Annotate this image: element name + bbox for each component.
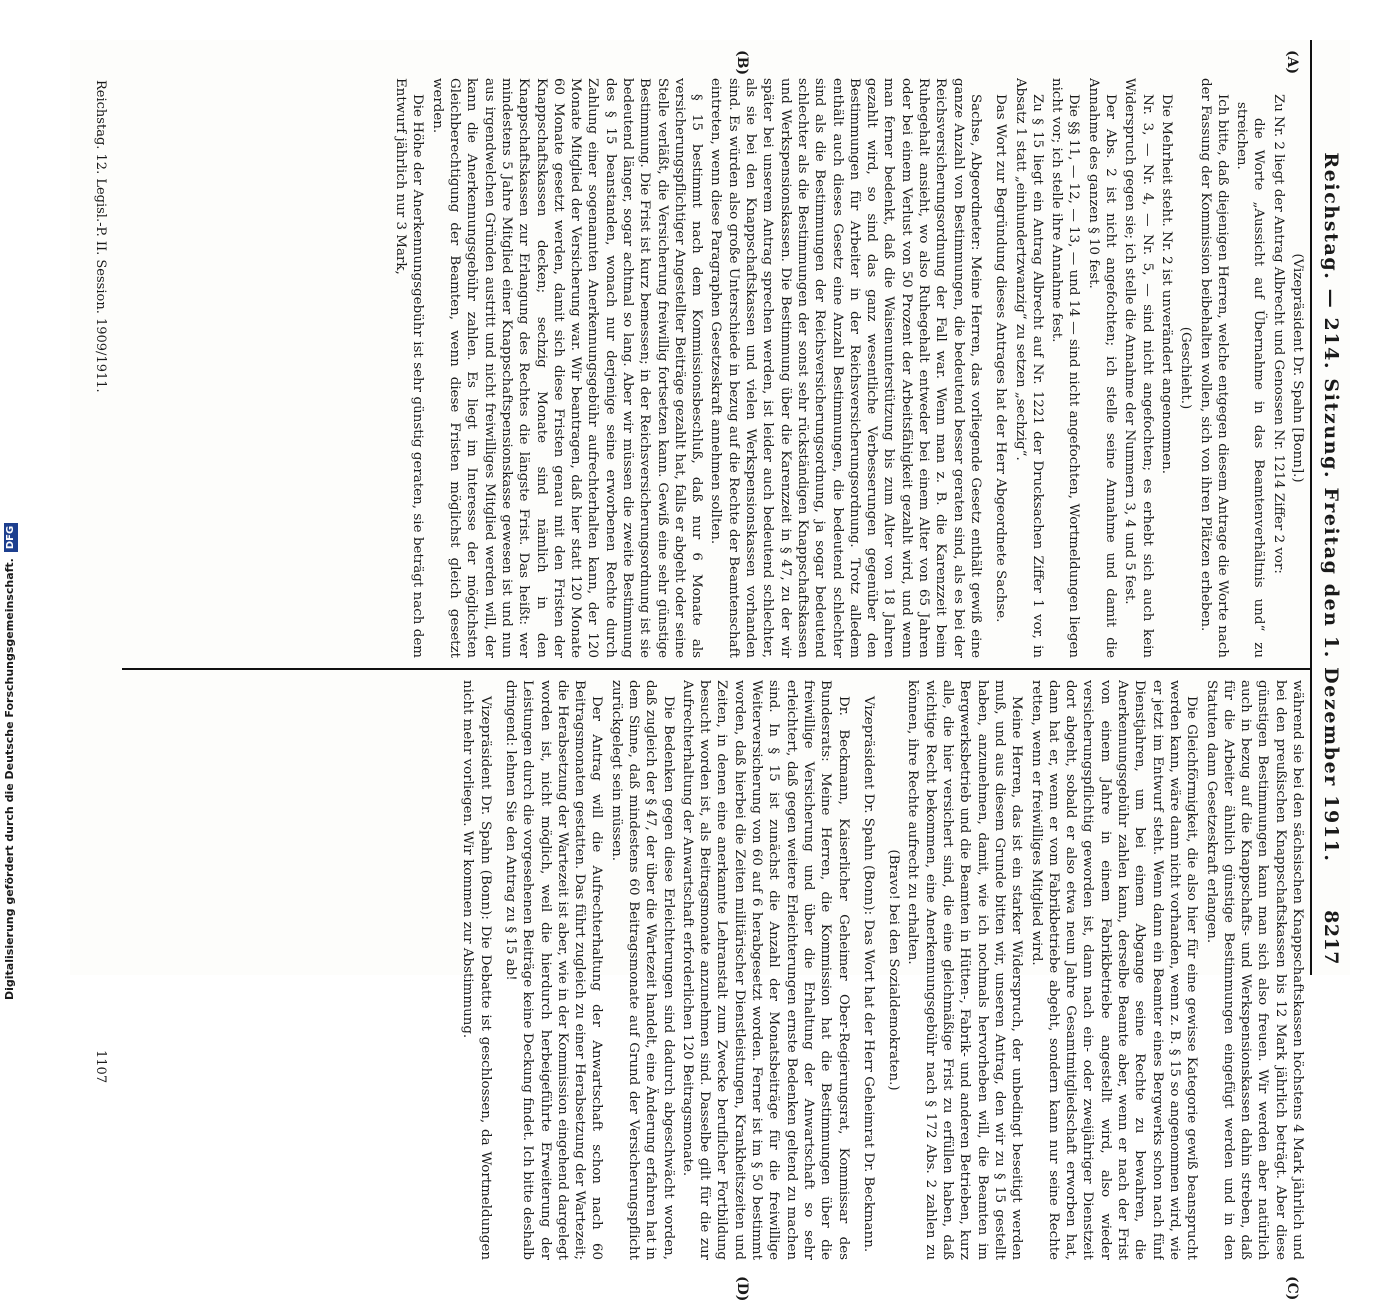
- header-page-number: 8217: [1320, 910, 1342, 965]
- margin-mark-c: (C): [1284, 1276, 1300, 1301]
- left-para-8: Die §§ 11, — 12, — 13, — und 14 — sind nicht angefochten, Wortmeldungen liegen nicht vor; ich stelle ihre Annahme fest.: [1049, 78, 1082, 658]
- margin-mark-b: (B): [734, 50, 750, 76]
- right-para-5: Dr. Beckmann, Kaiserlicher Geheimer Ober-Regierungsrat, Kommissar des Bundesrats: Meine Herren, die Kommission hat die Bestimmungen über die freiwillige Versicherung und über die Erhaltung der Anwartschaft so sehr erleichtert, daß gegen weitere Erleichterungen ernste Bedenken geltend zu machen sind. In § 15 ist zunächst die Anzahl der Monatsbeiträge für die freiwillige Weiterversicherung von 60 auf 6 herabgesetzt worden. Ferner ist im § 50 bestimmt worden, daß hierbei die Zeiten militärischer Dienstleistungen, Krankheitszeiten und Zeiten, in denen eine anerkannte Lehranstalt zum Zwecke beruflicher Fortbildung besucht worden ist, als Beitragsmonate anzunehmen sind. Dasselbe gilt für die zur Aufrechterhaltung der Anwartschaft erforderlichen 120 Beitragsmonate.: [679, 680, 851, 1260]
- right-para-0: während sie bei den sächsischen Knappschaftskassen höchstens 4 Mark jährlich und bei den preußischen Knappschaftskassen bis 12 Mark jährlich beträgt. Aber diese günstigen Bestimmungen kann man sich also freuen. Wir werden aber natürlich auch in bezug auf die Knappschafts- und Werkspensionskassen dahin streben, daß für die Arbeiter ähnlich günstige Bestimmungen eingefügt werden und in den Statuten dann Gesetzeskraft erlangen.: [1203, 680, 1305, 1260]
- footer-sheet-number: 1107: [93, 1050, 108, 1084]
- right-para-7: Der Antrag will die Aufrechterhaltung der Anwartschaft schon nach 60 Beitragsmonaten gestatten. Das führt zugleich zu einer Herabsetzung der Wartezeit; die Herabsetzung der Wartezeit ist aber, wie in der Kommission eingehend dargelegt worden ist, nicht möglich, weil die hierdurch herbeigeführte Erweiterung der Leistungen durch die vorgesehenen Beiträge keine Deckung findet. Ich bitte deshalb dringend: lehnen Sie den Antrag zu § 15 ab!: [502, 680, 605, 1260]
- left-para-1: Zu Nr. 2 liegt der Antrag Albrecht und Genossen Nr. 1214 Ziffer 2 vor:: [1270, 94, 1286, 574]
- left-para-11: Sachse, Abgeordneter: Meine Herren, das vorliegende Gesetz enthält gewiß eine ganze Anzahl von Bestimmungen, die bedeutend besser geraten sind, als es bei der Reichsversicherungsordnung der Fall war. Wenn man z. B. die Karenzzeit beim Ruhegehalt ansieht, wo also Ruhegehalt entweder bei einem Alter von 65 Jahren oder bei einem Verlust von 50 Prozent der Arbeitsfähigkeit gezahlt wird, und wenn man ferner bedenkt, daß die Waisenunterstützung bis zum Alter von 18 Jahren gezahlt wird, so sind das ganz wesentliche Verbesserungen gegenüber den Bestimmungen für Arbeiter in der Reichsversicherungsordnung. Trotz alledem enthält auch dieses Gesetz eine Anzahl Bestimmungen, die bedeutend schlechter sind als die Bestimmungen der Reichsversicherungsordnung, ja sogar bedeutend schlechter als die Bestimmungen der sonst sehr rückständigen Knappschaftskassen und Werkspensionskassen. Die Bestimmung über die Karenzzeit in § 47, zu der wir später bei unserem Antrag sprechen werden, ist leider auch bedeutend schlechter, als sie bei den Knappschaftskassen und vielen Werkspensionskassen vorhanden sind. Es würden also große Unterschiede in bezug auf die Rechte der Beamtenschaft eintreten, wenn diese Paragraphen Gesetzeskraft annehmen sollten.: [708, 78, 983, 658]
- header-rule: [1310, 40, 1312, 975]
- margin-mark-a: (A): [1284, 50, 1300, 75]
- column-divider: [122, 668, 1310, 670]
- footer-citation: Reichstag. 12. Legisl.-P. II. Session. 1909/1911.: [93, 80, 108, 393]
- margin-mark-d: (D): [734, 1276, 750, 1301]
- right-column: [124, 680, 1306, 1260]
- scanned-page: [70, 40, 1350, 1301]
- left-para-5: Die Mehrheit steht. Nr. 2 ist unverändert angenommen.: [1158, 94, 1174, 475]
- right-para-8: Vizepräsident Dr. Spahn (Bonn): Die Debatte ist geschlossen, da Wortmeldungen nicht mehr vorliegen. Wir kommen zur Abstimmung.: [460, 680, 493, 1260]
- right-para-6: Die Bedenken gegen diese Erleichterungen sind dadurch abgeschwächt worden, daß zugleich der § 47, der über die Wartezeit handelt, eine Änderung erfahren hat in dem Sinne, daß mindestens 60 Beitragsmonate auf Grund der Versicherungspflicht zurückgelegt sein müssen.: [608, 680, 676, 1260]
- left-para-9: Zu § 15 liegt ein Antrag Albrecht auf Nr. 1221 der Drucksachen Ziffer 1 vor, in Absatz 1 statt „einhundertzwanzig“ zu setzen „sechzig“.: [1012, 78, 1045, 658]
- left-para-10: Das Wort zur Begründung dieses Antrages hat der Herr Abgeordnete Sachse.: [993, 94, 1009, 623]
- digitization-credit: [0, 525, 20, 1000]
- header-title: Reichstag. — 214. Sitzung. Freitag den 1. Dezember 1911.: [1320, 152, 1342, 863]
- left-para-4: (Geschieht.): [1178, 326, 1194, 410]
- right-para-4: Vizepräsident Dr. Spahn (Bonn): Das Wort hat der Herr Geheimrat Dr. Beckmann.: [860, 696, 876, 1253]
- dfg-logo: DFG: [4, 523, 18, 552]
- left-para-2: die Worte „Aussicht auf Übernahme in das Beamtenverhältnis und“ zu streichen.: [1234, 102, 1267, 658]
- right-para-1: Die Gleichförmigkeit, die also hier für eine gewisse Kategorie gewiß beansprucht werden kann, wäre dann nicht vorhanden, wenn z. B. § 15 so angenommen wird, wie er jetzt im Entwurf steht. Wenn dann ein Beamter eines Bergwerks schon nach fünf Dienstjahren, um bei einem Abgange seine Rechte zu bewahren, die Anerkennungsgebühr zahlen kann, derselbe Beamte aber, wenn er nach der Frist von einem Jahre in einem Fabrikbetriebe angestellt wird, also wieder versicherungspflichtig geworden ist, dann nach ein- oder zweijähriger Dienstzeit dort abgeht, sobald er also etwa neun Jahre Gesamtmitgliedschaft erworben hat, dann hat er, wenn er vom Fabrikbetriebe abgeht, sondern kann nur seine Rechte retten, wenn er freiwilliges Mitglied wird.: [1028, 680, 1200, 1260]
- left-para-6: Nr. 3, — Nr. 4, — Nr. 5, — sind nicht angefochten; es erhebt sich auch kein Widerspruch gegen sie; ich stelle die Annahme der Nummern 3, 4 und 5 fest.: [1122, 78, 1155, 658]
- left-para-7: Der Abs. 2 ist nicht angefochten; ich stelle seine Annahme und damit die Annahme des ganzen § 10 fest.: [1085, 78, 1119, 658]
- page-header: [1316, 40, 1346, 975]
- right-para-3: (Bravo! bei den Sozialdemokraten.): [886, 849, 902, 1091]
- left-para-13: Die Höhe der Anerkennungsgebühr ist sehr günstig geraten, sie beträgt nach dem Entwurf jährlich nur 3 Mark,: [393, 78, 426, 658]
- left-para-12: § 15 bestimmt nach dem Kommissionsbeschluß, daß nur 6 Monate als versicherungspflichtiger Angestellter Beiträge gezahlt hat, falls er abgeht oder seine Stelle verläßt, die Versicherung freiwillig fortsetzen kann. Gewiß eine sehr günstige Bestimmung. Die Frist ist kurz bemessen; in der Reichsversicherungsordnung ist sie bedeutend länger, sogar achtmal so lang. Aber wir müssen die zweite Bestimmung des § 15 beanstanden, wonach nur derjenige seine erworbenen Rechte durch Zahlung einer sogenannten Anerkennungsgebühr aufrechterhalten kann, der 120 Monate Mitglied der Versicherung war. Wir beantragen, daß hier statt 120 Monate 60 Monate gesetzt werden, damit sich diese Fristen genau mit den Fristen der Knappschaftskassen decken; sechzig Monate sind nämlich in den Knappschaftskassen zur Erlangung des Rechtes die längste Frist. Das heißt: wer mindestens 5 Jahre Mitglied einer Knappschaftspensionskasse gewesen ist und nun aus irgendwelchen Gründen austritt und nicht freiwilliges Mitglied werden will, der kann die Anerkennungsgebühr zahlen. Es liegt im Interesse der möglichsten Gleichberechtigung der Beamten, wenn diese Fristen möglichst gleich gesetzt werden.: [429, 78, 705, 658]
- left-para-0: (Vizepräsident Dr. Spahn [Bonn].): [1290, 253, 1305, 483]
- right-para-2: Meine Herren, das ist ein starker Widerspruch, der unbedingt beseitigt werden muß, und aus diesem Grunde bitten wir, unseren Antrag, den wir zu § 15 gestellt haben, anzunehmen, damit, wie ich nochmals hervorheben will, die Beamten im Bergwerksbetrieb und die Beamten in Hütten-, Fabrik- und anderen Betrieben, kurz alle, die hier versichert sind, die eine gleichmäßige Frist zu erfüllen haben, daß wichtige Recht bekommen, eine Anerkennungsgebühr nach § 172 Abs. 2 zahlen zu können, ihre Rechte aufrecht zu erhalten.: [905, 680, 1025, 1260]
- left-column: [124, 78, 1306, 658]
- page-footer: [86, 40, 108, 1084]
- left-para-3: Ich bitte, daß diejenigen Herren, welche entgegen diesem Antrage die Worte nach der Fassung der Kommission beibehalten wollen, sich von ihren Plätzen erheben.: [1197, 78, 1230, 658]
- credit-text: Digitalisierung gefördert durch die Deutsche Forschungsgemeinschaft.: [3, 558, 16, 1000]
